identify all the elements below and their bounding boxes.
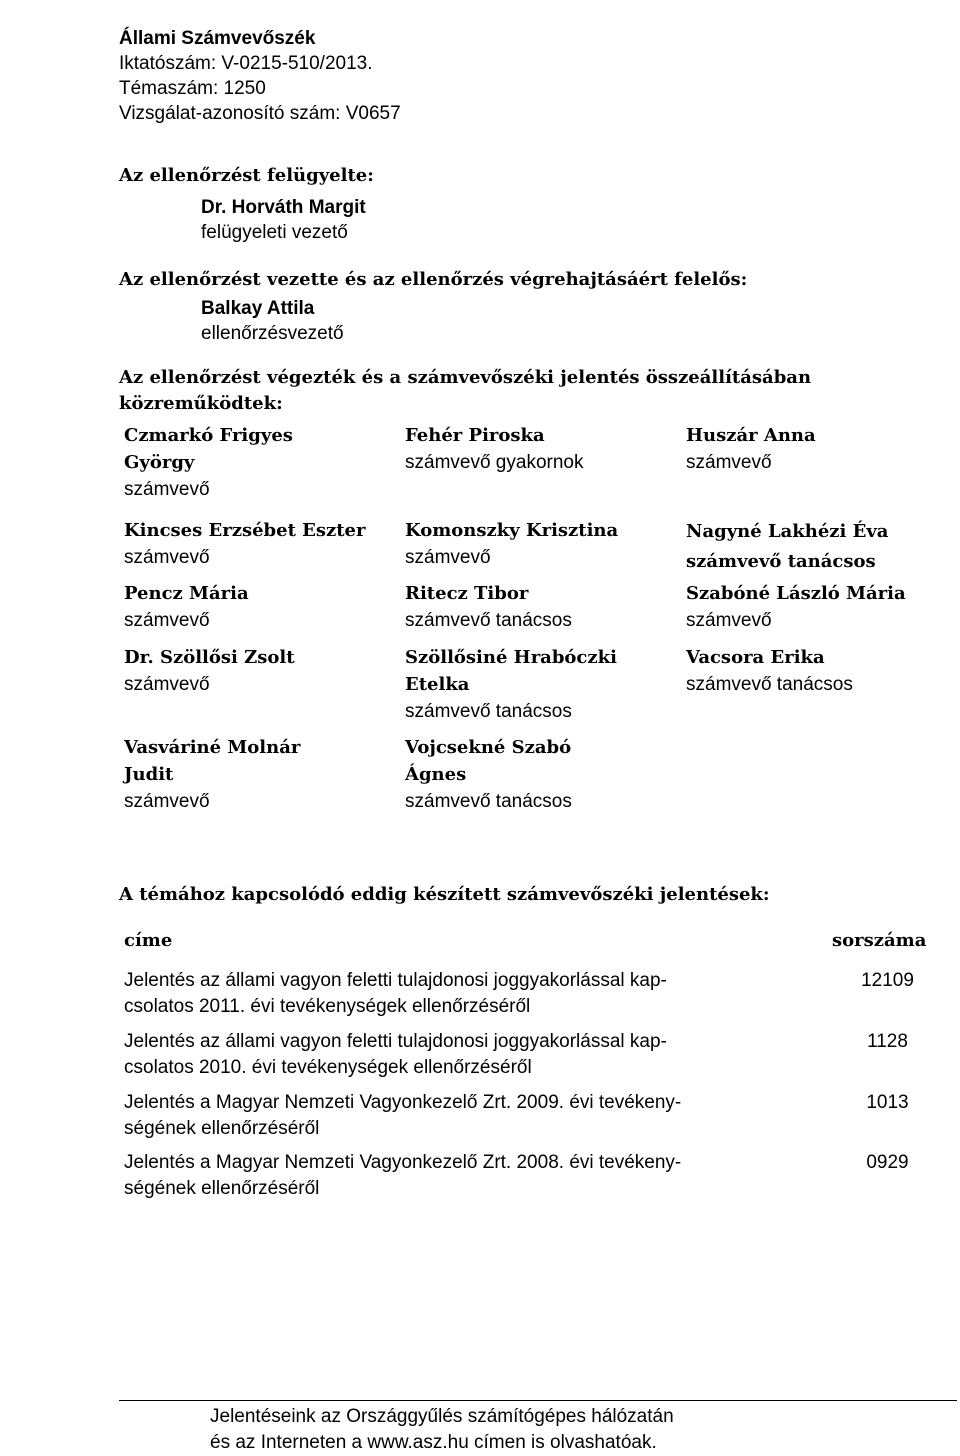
report-title-line1: Jelentés az állami vagyon feletti tulajdonosi joggyakorlással kap- xyxy=(124,1031,667,1052)
report-title-line1: Jelentés az állami vagyon feletti tulajdonosi joggyakorlással kap- xyxy=(124,970,667,991)
participant-role: számvevő xyxy=(124,479,210,500)
participant xyxy=(405,517,685,571)
participant-name: Kincses Erzsébet Eszter xyxy=(124,520,366,541)
leader-role: ellenőrzésvezető xyxy=(201,323,344,344)
supervisor-name: Dr. Horváth Margit xyxy=(201,197,366,218)
participants-heading-line1: Az ellenőrzést végezték és a számvevőszéki jelentés összeállításában xyxy=(119,367,812,388)
participant xyxy=(124,517,404,571)
participant xyxy=(124,734,404,815)
participant xyxy=(405,644,685,725)
participant-role: számvevő tanácsos xyxy=(686,674,853,695)
participant-role: számvevő xyxy=(686,610,772,631)
report-title-line2: ségének ellenőrzéséről xyxy=(124,1178,320,1199)
participants-heading-line2: közreműködtek: xyxy=(119,393,283,414)
participant-name: Vasváriné Molnár xyxy=(124,737,301,758)
participant-name: Vojcsekné Szabó xyxy=(405,737,572,758)
leader-name: Balkay Attila xyxy=(201,298,315,319)
participant-name-cont: Judit xyxy=(124,764,174,785)
participant-name: Vacsora Erika xyxy=(686,647,825,668)
participant-name-cont: György xyxy=(124,452,195,473)
participant xyxy=(686,422,960,476)
participant-name: Fehér Piroska xyxy=(405,425,545,446)
document-header xyxy=(119,26,401,126)
participant-role: számvevő tanácsos xyxy=(405,610,572,631)
participant-name: Szabóné László Mária xyxy=(686,583,906,604)
footer-line2: és az Interneten a www.asz.hu címen is olvashatóak. xyxy=(210,1432,657,1453)
participant-name: Nagyné Lakhézi Éva xyxy=(686,521,889,542)
participant xyxy=(405,734,685,815)
report-title xyxy=(124,1090,794,1142)
participant-role: számvevő xyxy=(124,791,210,812)
participant xyxy=(405,580,685,634)
participant-role: számvevő xyxy=(124,610,210,631)
report-number: 1013 xyxy=(866,1092,909,1113)
participant-name-cont: Etelka xyxy=(405,674,470,695)
report-title-line1: Jelentés a Magyar Nemzeti Vagyonkezelő Zrt. 2009. évi tevékeny- xyxy=(124,1092,682,1113)
audit-id: Vizsgálat-azonosító szám: V0657 xyxy=(119,103,401,124)
report-number: 1128 xyxy=(867,1031,908,1052)
participant-role: számvevő tanácsos xyxy=(686,551,876,572)
participant xyxy=(124,422,404,503)
filing-number: Iktatószám: V-0215-510/2013. xyxy=(119,53,373,74)
supervised-heading: Az ellenőrzést felügyelte: xyxy=(119,165,374,186)
column-title-header: címe xyxy=(124,930,173,951)
supervisor-block xyxy=(201,195,366,245)
column-number-header: sorszáma xyxy=(832,930,927,951)
supervisor-role: felügyeleti vezető xyxy=(201,222,348,243)
participant xyxy=(686,644,960,698)
report-title-line1: Jelentés a Magyar Nemzeti Vagyonkezelő Zrt. 2008. évi tevékeny- xyxy=(124,1152,682,1173)
leader-block xyxy=(201,296,344,346)
participant-name: Dr. Szöllősi Zsolt xyxy=(124,647,295,668)
footer-note xyxy=(210,1404,770,1456)
led-heading: Az ellenőrzést vezette és az ellenőrzés végrehajtásáért felelős: xyxy=(119,269,748,290)
participant xyxy=(124,580,404,634)
participant xyxy=(124,644,404,698)
participant-name: Ritecz Tibor xyxy=(405,583,529,604)
report-title xyxy=(124,1150,794,1202)
participant-name: Komonszky Krisztina xyxy=(405,520,619,541)
participant-role: számvevő tanácsos xyxy=(405,791,572,812)
participant xyxy=(686,517,960,577)
report-title-line2: csolatos 2011. évi tevékenységek ellenőrzéséről xyxy=(124,996,531,1017)
footer-divider xyxy=(119,1400,957,1401)
participant-name: Huszár Anna xyxy=(686,425,816,446)
participant-name: Czmarkó Frigyes xyxy=(124,425,293,446)
report-title-line2: ségének ellenőrzéséről xyxy=(124,1118,320,1139)
participant-role: számvevő xyxy=(124,674,210,695)
organization-name: Állami Számvevőszék xyxy=(119,28,316,49)
participants-heading xyxy=(119,365,811,417)
participant-role: számvevő xyxy=(686,452,772,473)
participant-role: számvevő xyxy=(405,547,491,568)
reports-heading: A témához kapcsolódó eddig készített számvevőszéki jelentések: xyxy=(119,884,770,905)
report-title xyxy=(124,1029,794,1081)
report-title xyxy=(124,968,794,1020)
participant xyxy=(405,422,685,476)
report-number: 0929 xyxy=(866,1152,909,1173)
participant-role: számvevő tanácsos xyxy=(405,701,572,722)
participant-role: számvevő xyxy=(124,547,210,568)
report-number: 12109 xyxy=(861,970,914,991)
subject-number: Témaszám: 1250 xyxy=(119,78,266,99)
participant xyxy=(686,580,960,634)
participant-role: számvevő gyakornok xyxy=(405,452,584,473)
report-title-line2: csolatos 2010. évi tevékenységek ellenőrzéséről xyxy=(124,1057,532,1078)
participant-name: Szöllősiné Hrabóczki xyxy=(405,647,617,668)
participant-name: Pencz Mária xyxy=(124,583,249,604)
participant-name-cont: Ágnes xyxy=(405,764,467,785)
footer-line1: Jelentéseink az Országgyűlés számítógépes hálózatán xyxy=(210,1406,674,1427)
